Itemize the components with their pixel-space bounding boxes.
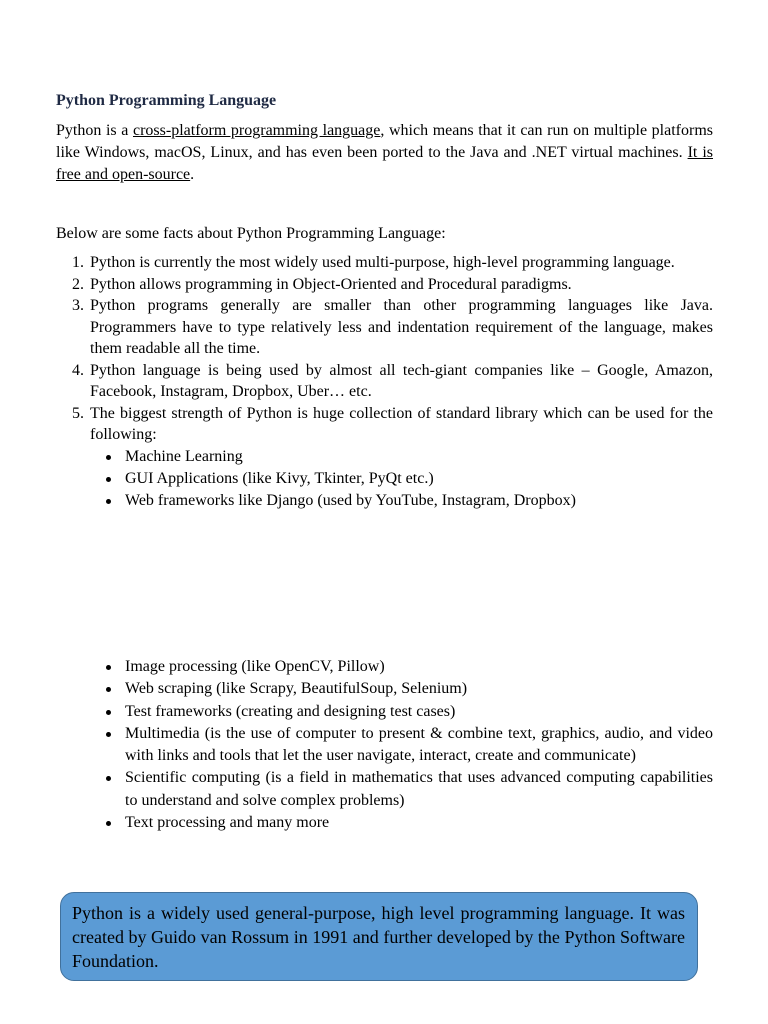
free-open-source-link[interactable]: It is free and open-source [56,144,713,183]
list-item-text: Web scraping (like Scrapy, BeautifulSoup, Selenium) [125,680,468,698]
bullet-icon [106,821,111,826]
list-item [90,468,713,490]
fact-item [56,403,713,512]
fact-text: Python language is being used by almost all tech-giant companies like – Google, Amazon, Facebook, Instagram, Dropbox, Uber… etc. [90,361,713,400]
intro-text-1: Python is a [56,122,133,139]
list-item [90,767,713,812]
fact-number: 1. [72,254,84,271]
fact-number: 3. [72,297,84,314]
list-item [90,656,713,678]
uses-list-part-1 [90,446,713,512]
fact-text: The biggest strength of Python is huge collection of standard library which can be used for the following: [90,404,713,443]
facts-list [56,252,713,512]
facts-intro: Below are some facts about Python Programming Language: [56,225,446,242]
intro-paragraph [56,120,713,186]
fact-item [56,360,713,403]
list-item-text: Scientific computing (is a field in mathematics that uses advanced computing capabilities to understand and solve complex problems) [125,769,713,809]
bullet-icon [106,687,111,692]
bullet-icon [106,455,111,460]
fact-item [56,295,713,360]
list-item-text: Web frameworks like Django (used by YouTube, Instagram, Dropbox) [125,491,576,509]
fact-text: Python allows programming in Object-Oriented and Procedural paradigms. [90,275,572,293]
list-item [90,446,713,468]
bullet-icon [106,776,111,781]
list-item [90,678,713,700]
bullet-icon [106,499,111,504]
fact-text: Python programs generally are smaller than other programming languages like Java. Programmers have to type relatively less and indentation requirement of the language, makes them readable all the time. [90,297,713,357]
page-title: Python Programming Language [56,92,277,109]
bullet-icon [106,665,111,670]
list-item-text: Image processing (like OpenCV, Pillow) [125,658,385,675]
list-item [90,490,713,512]
list-item-text: Multimedia (is the use of computer to present & combine text, graphics, audio, and video with links and tools that let the user navigate, interact, create and communicate) [125,724,713,765]
intro-text-2: , which means that it can run on multiple platforms like Windows, macOS, Linux, and has even been ported to the Java and .NET virtual machines. [56,122,713,161]
list-item-text: Test frameworks (creating and designing test cases) [125,702,456,720]
uses-list-part-2 [90,656,713,834]
fact-item [56,252,713,274]
fact-number: 5. [72,404,84,422]
list-item [90,812,713,834]
list-item-text: Machine Learning [125,447,243,465]
fact-number: 2. [72,275,84,293]
fact-text: Python is currently the most widely used multi-purpose, high-level programming language. [90,254,675,271]
list-item-text: Text processing and many more [125,814,330,832]
bullet-icon [106,710,111,715]
callout-box: Python is a widely used general-purpose, high level programming language. It was created by Guido van Rossum in 1991 and further developed by the Python Software Foundation. [60,892,698,981]
cross-platform-link[interactable]: cross-platform programming language [132,122,381,139]
fact-item [56,274,713,296]
fact-number: 4. [72,361,84,379]
list-item [90,701,713,723]
bullet-icon [106,732,111,737]
list-item-text: GUI Applications (like Kivy, Tkinter, PyQt etc.) [125,469,434,487]
intro-text-3: . [190,166,195,183]
list-item [90,723,713,768]
bullet-icon [106,477,111,482]
